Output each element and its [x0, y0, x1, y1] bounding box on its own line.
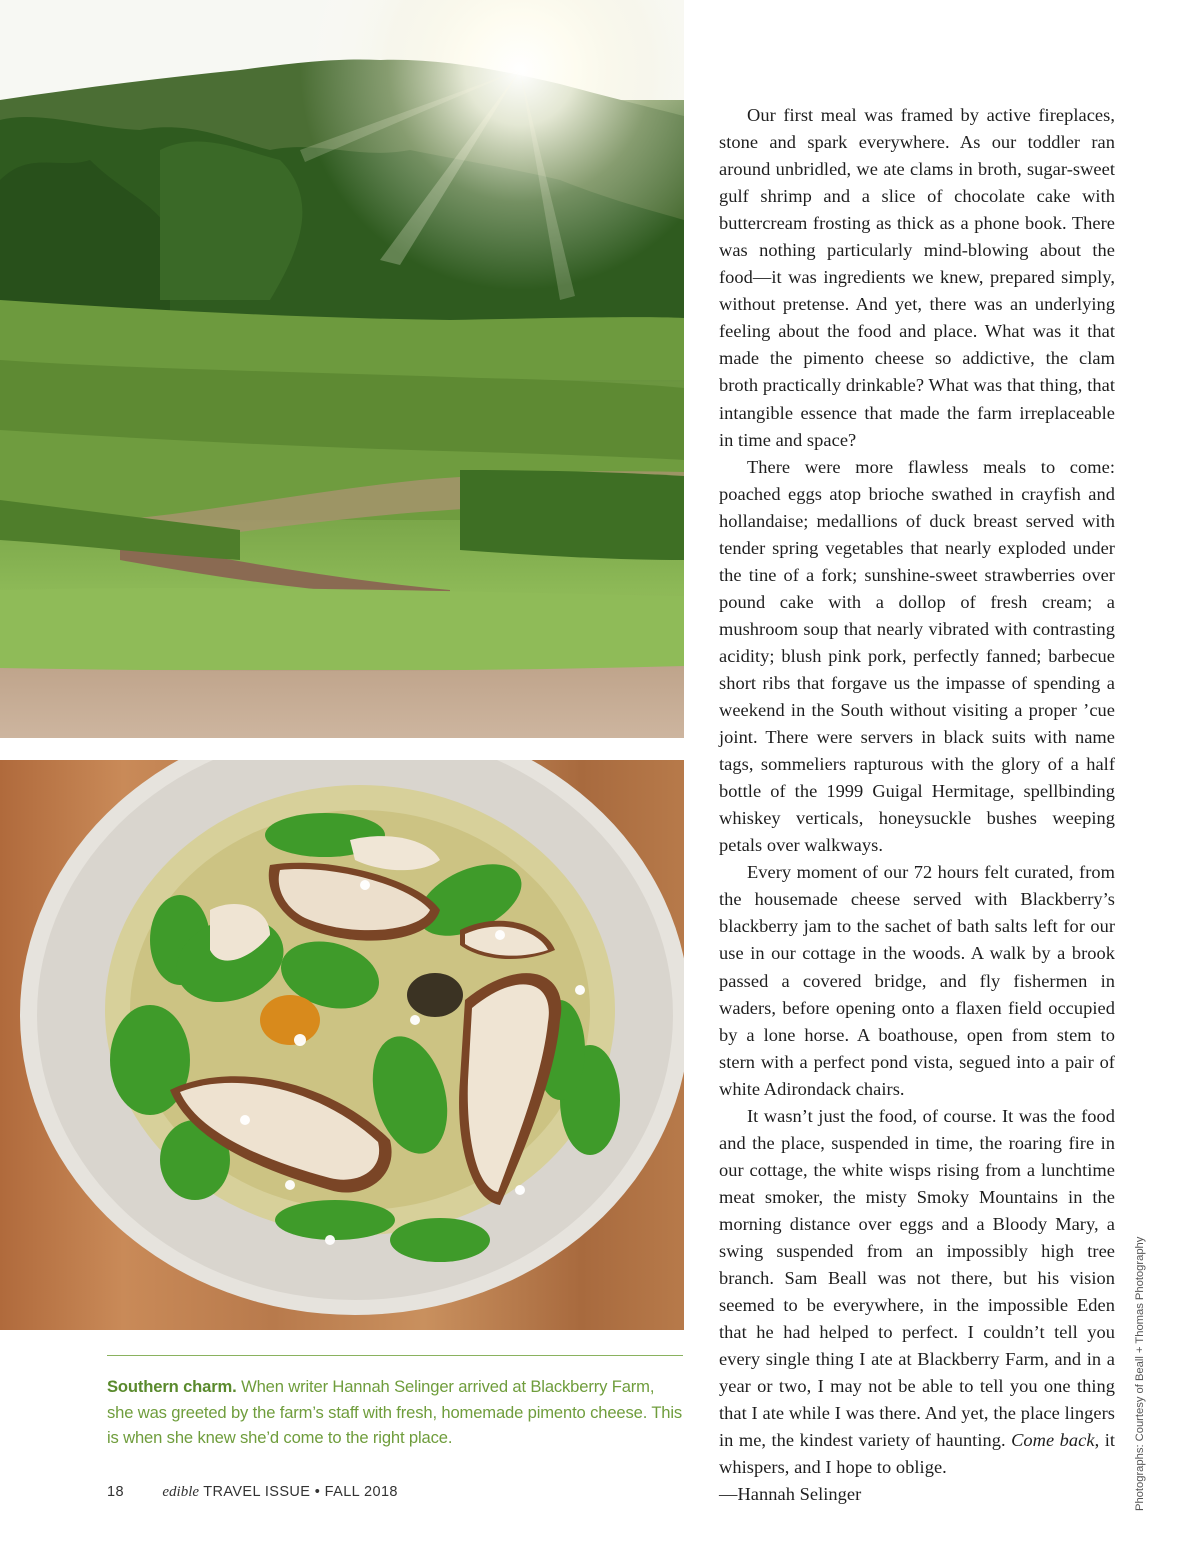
closing-end: , it whispers, and I hope to oblige.: [719, 1430, 1116, 1478]
caption-text: When writer Hannah Selinger arrived at Blackberry Farm, she was greeted by the farm’s staff with fresh, homemade pimento cheese. This is when she knew she’d come to the right place.: [107, 1377, 683, 1447]
magazine-brand: edible: [162, 1484, 200, 1500]
paragraph-flawless-meals: There were more flawless meals to come: poached eggs atop brioche swathed in crayfish and hollandaise; medallions of duck breast served with tender spring vegetables that nearly exploded under the tine of a fork; sunshine-sweet strawberries over pound cake with a dollop of fresh cream; a mushroom soup that nearly vibrated with contrasting acidity; blush pink pork, perfectly fanned; barbecue short ribs that forgave us the impasse of spending a weekend in the South without visiting a proper ’cue joint. There were servers in black suits with name tags, sommeliers rapturous with the glory of a half bottle of the 1999 Guigal Hermitage, spellbinding whiskey verticals, honeysuckle bushes weeping petals over walkways.: [719, 456, 1115, 856]
paragraph-curated-moments: Every moment of our 72 hours felt curated, from the housemade cheese served with Blackberry’s blackberry jam to the sachet of bath salts left for our use in our cottage in the woods. A walk by a brook passed a covered bridge, and fly fishermen in waders, before opening onto a flaxen field occupied by a lone horse. A boathouse, open from stem to stern with a perfect pond vista, segued into a pair of white Adirondack chairs.: [719, 862, 1115, 1099]
author-signature: —Hannah Selinger: [719, 1484, 862, 1505]
caption-lead: Southern charm.: [107, 1377, 237, 1396]
closing-italic: Come back: [1011, 1430, 1095, 1451]
landscape-illustration: [0, 0, 684, 738]
issue-label: TRAVEL ISSUE • FALL 2018: [203, 1484, 398, 1500]
closing-text: It wasn’t just the food, of course. It was the food and the place, suspended in time, the roaring fire in our cottage, the white wisps rising from a lunchtime meat smoker, the misty Smoky Mountains in the morning distance over eggs and a Bloody Mary, a swing suspended from an impossibly high tree branch. Sam Beall was not there, but his vision seemed to be everywhere, in the impossible Eden that he had helped to perfect. I couldn’t tell you every single thing I ate at Blackberry Farm, and in a year or two, I may not be able to tell you one thing that I ate while I was there. And yet, the place lingers in me, the kindest variety of haunting.: [719, 1105, 1115, 1451]
food-illustration: [0, 760, 684, 1330]
page-footer: [107, 1484, 398, 1501]
photo-credit: Photographs: Courtesy of Beall + Thomas Photography: [1134, 1236, 1146, 1511]
caption-divider: [107, 1355, 683, 1356]
paragraph-first-meal: Our first meal was framed by active fireplaces, stone and spark everywhere. As our toddler ran around unbridled, we ate clams in broth, sugar-sweet gulf shrimp and a slice of chocolate cake with buttercream frosting as thick as a phone book. There was nothing particularly mind-blowing about the food—it was ingredients we knew, prepared simply, without pretense. And yet, there was an underlying feeling about the food and place. What was it that made the pimento cheese so addictive, the clam broth practically drinkable? What was that thing, that intangible essence that made the farm irreplaceable in time and space?: [719, 105, 1115, 450]
paragraph-closing: [719, 1103, 1115, 1482]
mushroom-dish-photo: [0, 760, 684, 1330]
article-body: [719, 102, 1115, 1508]
photo-caption: [107, 1374, 685, 1451]
page-number: 18: [107, 1484, 124, 1500]
farm-landscape-photo: [0, 0, 684, 738]
